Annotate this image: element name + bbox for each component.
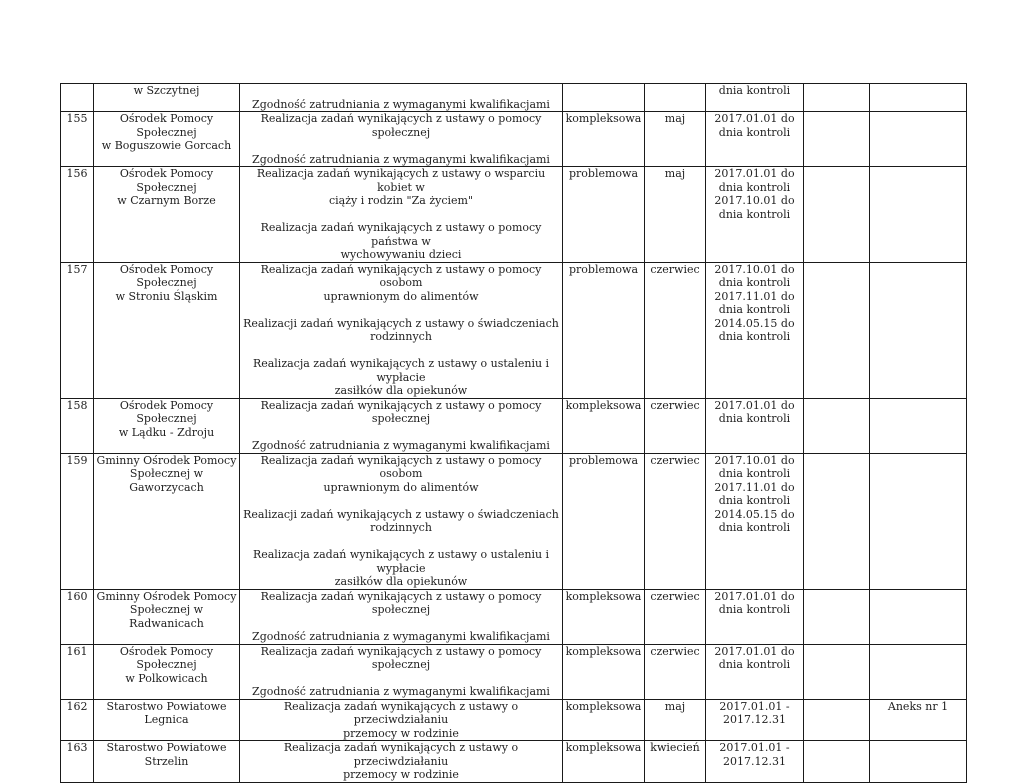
cell-line: 2017.11.01 do: [714, 480, 795, 494]
cell-line: Legnica: [144, 713, 189, 726]
cell-line: rodzinnych: [370, 521, 432, 534]
cell-line: Realizacja zadań wynikających z ustawy o pomocy osobom: [260, 262, 542, 289]
cell-line: w Stroniu Śląskim: [115, 289, 218, 303]
annex-cell: [870, 589, 967, 644]
control-period-cell: [706, 112, 804, 167]
control-month-cell: [645, 589, 706, 644]
annex-cell: [870, 644, 967, 699]
row-number-cell: 162: [61, 699, 94, 741]
empty-cell: [804, 398, 870, 453]
cell-line: w Czarnym Borze: [117, 194, 216, 207]
cell-line: [242, 84, 560, 98]
unit-name-cell: [94, 398, 240, 453]
table-row: [61, 699, 967, 741]
cell-line: 2017.01.01 do: [714, 112, 795, 125]
table-row: [61, 84, 967, 112]
table-row: [61, 112, 967, 167]
control-type-cell: [563, 262, 645, 398]
control-type-cell: [563, 741, 645, 783]
control-period-cell: [706, 84, 804, 112]
empty-cell: [804, 167, 870, 263]
cell-line: dnia kontroli: [718, 303, 791, 316]
cell-line: Realizacja zadań wynikających z ustawy o ustaleniu i wypłacie: [252, 357, 550, 384]
control-month-cell: [645, 167, 706, 263]
cell-line: dnia kontroli: [718, 125, 791, 139]
unit-name-cell: [94, 741, 240, 783]
cell-line: dnia kontroli: [718, 494, 791, 507]
empty-cell: [804, 699, 870, 741]
row-number-cell: 155: [61, 112, 94, 167]
cell-line: Ośrodek Pomocy Społecznej: [119, 167, 214, 194]
cell-line: czerwiec: [650, 398, 700, 412]
control-scope-cell: [240, 262, 563, 398]
table-row: [61, 644, 967, 699]
cell-line: [242, 139, 560, 153]
cell-line: kompleksowa: [565, 741, 642, 754]
table-row: [61, 741, 967, 783]
control-scope-cell: [240, 741, 563, 783]
cell-line: maj: [664, 112, 686, 125]
cell-line: Realizacja zadań wynikających z ustawy o pomocy państwa w: [260, 221, 542, 248]
control-type-cell: [563, 453, 645, 589]
control-scope-cell: [240, 589, 563, 644]
control-scope-cell: [240, 644, 563, 699]
table-row: [61, 589, 967, 644]
cell-line: dnia kontroli: [718, 521, 791, 534]
cell-line: 2017.01.01 do: [714, 644, 795, 658]
cell-line: dnia kontroli: [718, 180, 791, 194]
cell-line: Realizacji zadań wynikających z ustawy o świadczeniach: [243, 507, 559, 521]
unit-name-cell: [94, 699, 240, 741]
control-period-cell: [706, 262, 804, 398]
cell-line: 2017.01.01 do: [714, 589, 795, 603]
control-month-cell: [645, 453, 706, 589]
unit-name-cell: [94, 644, 240, 699]
empty-cell: [804, 589, 870, 644]
cell-line: kompleksowa: [565, 589, 642, 603]
control-month-cell: [645, 262, 706, 398]
cell-line: 2017.01.01 do: [714, 167, 795, 180]
cell-line: Realizacja zadań wynikających z ustawy o pomocy społecznej: [260, 589, 542, 616]
cell-line: Zgodność zatrudniania z wymaganymi kwalifikacjami: [252, 97, 550, 111]
control-period-cell: [706, 167, 804, 263]
cell-line: dnia kontroli: [718, 603, 791, 616]
cell-line: Realizacja zadań wynikających z ustawy o przeciwdziałaniu: [283, 699, 519, 726]
cell-line: 2017.10.01 do: [714, 453, 795, 467]
cell-line: problemowa: [568, 262, 639, 276]
cell-line: [242, 617, 560, 631]
cell-line: zasiłków dla opiekunów: [334, 575, 468, 588]
cell-line: czerwiec: [650, 453, 700, 467]
row-number-cell: 156: [61, 167, 94, 263]
annex-cell: [870, 262, 967, 398]
cell-line: Ośrodek Pomocy Społecznej: [119, 398, 214, 425]
cell-line: wychowywaniu dzieci: [340, 248, 462, 261]
cell-line: przemocy w rodzinie: [343, 768, 459, 781]
cell-line: 2017.12.31: [723, 754, 786, 768]
control-scope-cell: [240, 84, 563, 112]
cell-line: kompleksowa: [565, 112, 642, 125]
cell-line: uprawnionym do alimentów: [323, 480, 479, 494]
table-row: [61, 453, 967, 589]
control-period-cell: [706, 644, 804, 699]
control-type-cell: [563, 589, 645, 644]
cell-line: Gminny Ośrodek Pomocy: [96, 453, 237, 467]
cell-line: w Lądku - Zdroju: [118, 425, 215, 439]
row-number-cell: 159: [61, 453, 94, 589]
cell-line: Starostwo Powiatowe: [106, 741, 227, 754]
unit-name-cell: [94, 453, 240, 589]
cell-line: Realizacja zadań wynikających z ustawy o wsparciu kobiet w: [256, 167, 546, 194]
cell-line: maj: [664, 167, 686, 180]
control-month-cell: [645, 644, 706, 699]
empty-cell: [804, 644, 870, 699]
cell-line: 2017.01.01 -: [719, 699, 790, 713]
unit-name-cell: [94, 262, 240, 398]
cell-line: czerwiec: [650, 262, 700, 276]
cell-line: dnia kontroli: [718, 658, 791, 671]
control-scope-cell: [240, 167, 563, 263]
cell-line: Ośrodek Pomocy Społecznej: [119, 262, 214, 289]
empty-cell: [804, 453, 870, 589]
table-row: [61, 262, 967, 398]
cell-line: zasiłków dla opiekunów: [334, 384, 468, 397]
control-type-cell: [563, 644, 645, 699]
cell-line: czerwiec: [650, 589, 700, 603]
control-period-cell: [706, 398, 804, 453]
cell-line: maj: [664, 699, 686, 713]
unit-name-cell: [94, 84, 240, 112]
cell-line: kompleksowa: [565, 699, 642, 713]
cell-line: 2014.05.15 do: [714, 316, 795, 330]
row-number-cell: 158: [61, 398, 94, 453]
control-type-cell: [563, 398, 645, 453]
cell-line: rodzinnych: [370, 330, 432, 343]
cell-line: Realizacja zadań wynikających z ustawy o przeciwdziałaniu: [283, 741, 519, 768]
annex-cell: Aneks nr 1: [870, 699, 967, 741]
cell-line: 2017.12.31: [723, 713, 786, 726]
unit-name-cell: [94, 167, 240, 263]
control-period-cell: [706, 589, 804, 644]
control-scope-cell: [240, 699, 563, 741]
cell-line: problemowa: [568, 453, 639, 467]
cell-line: dnia kontroli: [718, 84, 791, 97]
control-plan-table: [60, 83, 967, 783]
cell-line: Zgodność zatrudniania z wymaganymi kwalifikacjami: [252, 630, 550, 643]
cell-line: czerwiec: [650, 644, 700, 658]
control-month-cell: [645, 398, 706, 453]
cell-line: ciąży i rodzin "Za życiem": [328, 194, 474, 207]
cell-line: dnia kontroli: [718, 276, 791, 289]
cell-line: [242, 426, 560, 440]
cell-line: dnia kontroli: [718, 412, 791, 425]
cell-line: Społecznej w Gaworzycach: [129, 467, 204, 494]
cell-line: [242, 494, 560, 508]
cell-line: Zgodność zatrudniania z wymaganymi kwalifikacjami: [252, 685, 550, 698]
table-row: [61, 398, 967, 453]
annex-cell: [870, 453, 967, 589]
cell-line: kwiecień: [650, 741, 700, 754]
unit-name-cell: [94, 112, 240, 167]
row-number-cell: 157: [61, 262, 94, 398]
row-number-cell: [61, 84, 94, 112]
control-type-cell: [563, 167, 645, 263]
cell-line: 2017.11.01 do: [714, 289, 795, 303]
cell-line: uprawnionym do alimentów: [323, 289, 479, 303]
cell-line: w Boguszowie Gorcach: [101, 139, 232, 152]
cell-line: kompleksowa: [565, 644, 642, 658]
cell-line: dnia kontroli: [718, 207, 791, 221]
cell-line: Realizacja zadań wynikających z ustawy o pomocy osobom: [260, 453, 542, 480]
annex-cell: [870, 398, 967, 453]
cell-line: 2017.10.01 do: [714, 262, 795, 276]
cell-line: Zgodność zatrudniania z wymaganymi kwalifikacjami: [252, 152, 550, 166]
cell-line: Gminny Ośrodek Pomocy: [96, 589, 237, 603]
control-period-cell: [706, 699, 804, 741]
row-number-cell: 163: [61, 741, 94, 783]
cell-line: 2017.01.01 -: [719, 741, 790, 754]
annex-cell: [870, 167, 967, 263]
table-row: [61, 167, 967, 263]
annex-cell: [870, 112, 967, 167]
cell-line: Zgodność zatrudniania z wymaganymi kwalifikacjami: [252, 439, 550, 452]
row-number-cell: 161: [61, 644, 94, 699]
annex-cell: [870, 84, 967, 112]
table-body: [61, 84, 967, 783]
empty-cell: [804, 262, 870, 398]
empty-cell: [804, 112, 870, 167]
control-month-cell: [645, 699, 706, 741]
cell-line: dnia kontroli: [718, 330, 791, 343]
control-period-cell: [706, 453, 804, 589]
empty-cell: [804, 741, 870, 783]
cell-line: kompleksowa: [565, 398, 642, 412]
cell-line: Realizacja zadań wynikających z ustawy o ustaleniu i wypłacie: [252, 548, 550, 575]
control-period-cell: [706, 741, 804, 783]
cell-line: [242, 303, 560, 317]
cell-line: 2017.10.01 do: [714, 194, 795, 207]
control-month-cell: [645, 112, 706, 167]
control-month-cell: [645, 84, 706, 112]
cell-line: przemocy w rodzinie: [343, 726, 459, 740]
control-scope-cell: [240, 398, 563, 453]
cell-line: [242, 344, 560, 358]
cell-line: problemowa: [568, 167, 639, 180]
cell-line: Strzelin: [144, 754, 189, 768]
cell-line: [242, 535, 560, 549]
control-type-cell: [563, 699, 645, 741]
cell-line: 2017.01.01 do: [714, 398, 795, 412]
control-scope-cell: [240, 453, 563, 589]
annex-cell: [870, 741, 967, 783]
cell-line: Realizacji zadań wynikających z ustawy o świadczeniach: [243, 316, 559, 330]
cell-line: Ośrodek Pomocy Społecznej: [119, 112, 214, 139]
cell-line: [242, 208, 560, 222]
unit-name-cell: [94, 589, 240, 644]
cell-line: Społecznej w Radwanicach: [129, 603, 204, 630]
cell-line: Ośrodek Pomocy Społecznej: [119, 644, 214, 671]
control-type-cell: [563, 112, 645, 167]
control-type-cell: [563, 84, 645, 112]
control-month-cell: [645, 741, 706, 783]
cell-line: 2014.05.15 do: [714, 507, 795, 521]
cell-line: dnia kontroli: [718, 467, 791, 480]
cell-line: Realizacja zadań wynikających z ustawy o pomocy społecznej: [260, 644, 542, 671]
empty-cell: [804, 84, 870, 112]
cell-line: w Szczytnej: [133, 84, 200, 97]
cell-line: Realizacja zadań wynikających z ustawy o pomocy społecznej: [260, 398, 542, 425]
row-number-cell: 160: [61, 589, 94, 644]
cell-line: [242, 672, 560, 686]
cell-line: w Polkowicach: [125, 671, 208, 685]
cell-line: Realizacja zadań wynikających z ustawy o pomocy społecznej: [260, 112, 542, 139]
cell-line: Starostwo Powiatowe: [106, 699, 227, 713]
control-scope-cell: [240, 112, 563, 167]
